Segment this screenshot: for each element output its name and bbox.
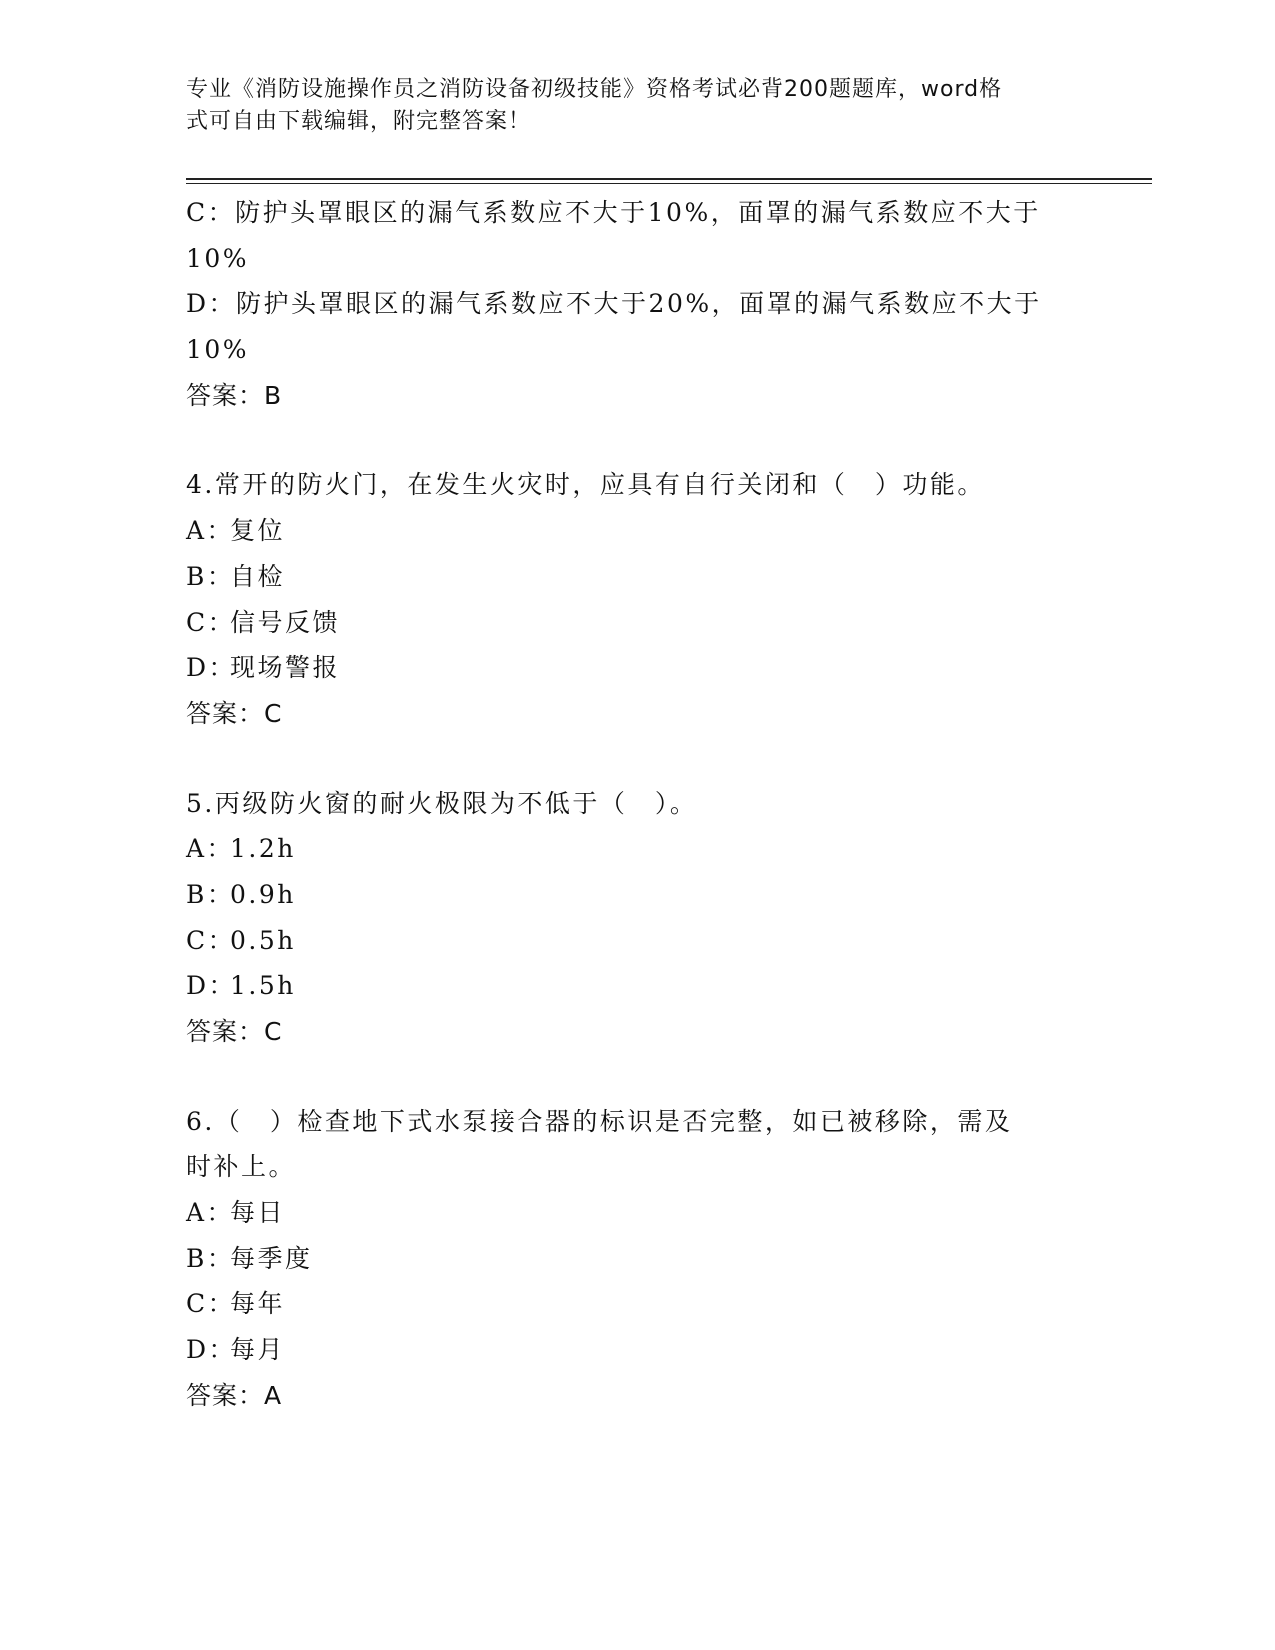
option-c	[186, 600, 1066, 646]
option-text: 每月	[230, 1335, 286, 1365]
answer-line: 答案：A	[186, 1380, 283, 1410]
option-label: D：	[186, 971, 237, 1001]
option-label: A：	[186, 834, 235, 864]
option-label: B：	[186, 879, 235, 909]
question-5	[186, 781, 1066, 1055]
option-c	[186, 190, 1066, 236]
question-stem: 5.丙级防火窗的耐火极限为不低于（ ）。	[186, 788, 698, 818]
option-d	[186, 963, 1066, 1009]
option-c-continued: 10%	[186, 243, 250, 273]
question-stem-continued: 时补上。	[186, 1152, 297, 1182]
option-text: 1.2h	[230, 834, 296, 864]
option-a	[186, 826, 1066, 872]
question-stem: 4.常开的防火门，在发生火灾时，应具有自行关闭和（ ）功能。	[186, 470, 985, 500]
option-b	[186, 554, 1066, 600]
option-label: D：	[186, 289, 237, 319]
question-4	[186, 462, 1066, 736]
option-text: 信号反馈	[230, 607, 341, 637]
option-text: 自检	[230, 561, 286, 591]
option-label: A：	[186, 1198, 235, 1228]
option-label: A：	[186, 516, 235, 546]
option-b	[186, 872, 1066, 918]
header-line-2: 式可自由下载编辑，附完整答案！	[186, 109, 532, 134]
question-stem: 6.（ ）检查地下式水泵接合器的标识是否完整，如已被移除，需及	[186, 1106, 1013, 1136]
header-divider-thin	[186, 183, 1152, 184]
question-list	[186, 190, 1066, 1419]
option-text: 0.9h	[230, 879, 296, 909]
option-text: 每季度	[230, 1243, 313, 1273]
option-a	[186, 1190, 1066, 1236]
option-c	[186, 918, 1066, 964]
question-3-tail	[186, 190, 1066, 418]
question-6	[186, 1099, 1066, 1419]
option-label: B：	[186, 561, 235, 591]
answer-line: 答案：C	[186, 698, 283, 728]
option-c	[186, 1281, 1066, 1327]
option-label: C：	[186, 607, 236, 637]
header-divider-thick	[186, 178, 1152, 180]
answer-line: 答案：C	[186, 1017, 283, 1046]
option-label: B：	[186, 1243, 235, 1273]
option-d	[186, 281, 1066, 327]
option-label: C：	[186, 198, 236, 227]
answer-line: 答案：B	[186, 380, 283, 410]
option-text: 现场警报	[230, 653, 341, 683]
option-b	[186, 1236, 1066, 1282]
option-label: D：	[186, 653, 237, 683]
option-text: 0.5h	[230, 925, 296, 955]
document-header	[186, 74, 1066, 138]
option-text: 防护头罩眼区的漏气系数应不大于10%，面罩的漏气系数应不大于	[235, 198, 1041, 227]
option-label: C：	[186, 925, 236, 955]
option-text: 1.5h	[230, 971, 296, 1001]
option-label: D：	[186, 1335, 237, 1365]
option-text: 每年	[230, 1289, 286, 1319]
option-label: C：	[186, 1289, 236, 1319]
header-line-1: 专业《消防设施操作员之消防设备初级技能》资格考试必背200题题库，word格	[186, 77, 1003, 102]
option-d	[186, 1327, 1066, 1373]
option-text: 每日	[230, 1198, 286, 1228]
option-text: 防护头罩眼区的漏气系数应不大于20%，面罩的漏气系数应不大于	[236, 289, 1042, 319]
option-d	[186, 645, 1066, 691]
option-a	[186, 508, 1066, 554]
option-d-continued: 10%	[186, 335, 250, 365]
option-text: 复位	[230, 516, 286, 546]
